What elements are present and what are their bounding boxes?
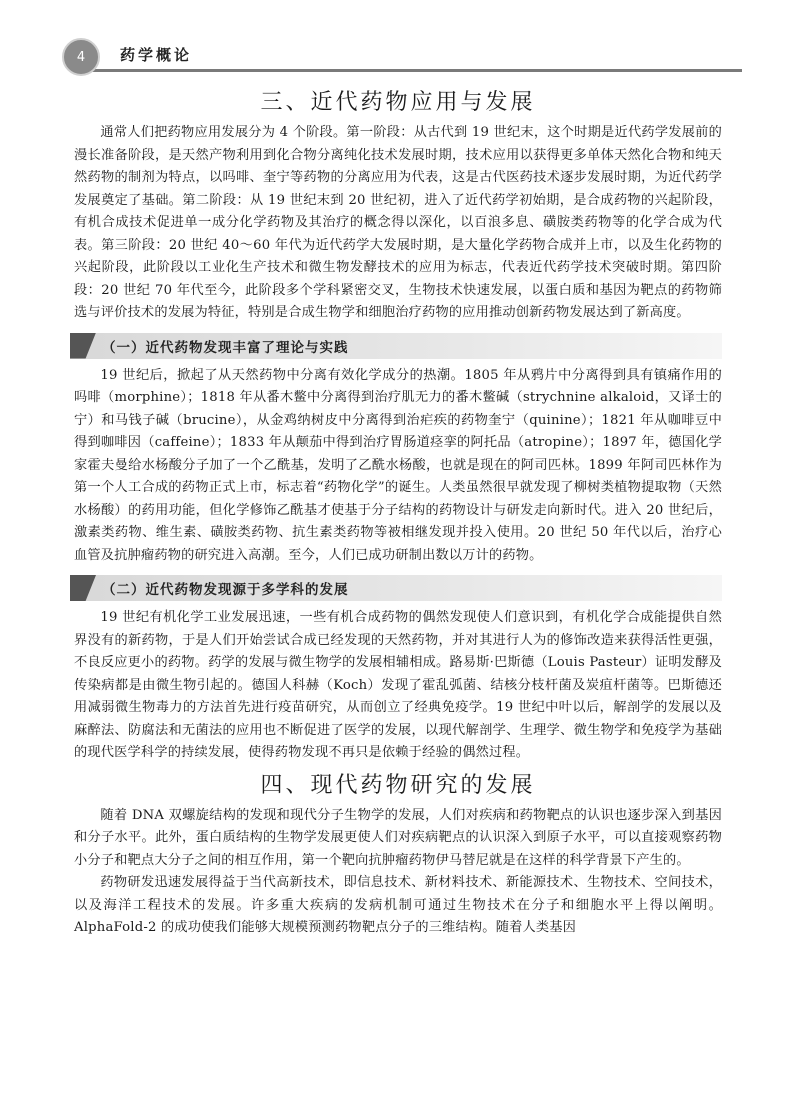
triangle-marker-icon bbox=[70, 333, 96, 359]
section-heading-3: 三、近代药物应用与发展 bbox=[260, 90, 536, 115]
subsection-heading-1: （一）近代药物发现丰富了理论与实践 bbox=[102, 339, 349, 356]
running-head-title: 药学概论 bbox=[120, 46, 193, 64]
subsection-2-paragraph: 19 世纪有机化学工业发展迅速，一些有机合成药物的偶然发现使人们意识到，有机化学合成能提供自然界没有的新药物，于是人们开始尝试合成已经发现的天然药物，并对其进行人为的修饰改造来获得活性更强，不良反应更小的药物。药学的发展与微生物学的发展相辅相成。路易斯·巴斯德（Louis Pasteur）证明发酵及传染病都是由微生物引起的。德国人科赫（Koch）发现了霍乱弧菌、结核分枝杆菌及炭疽杆菌等。巴斯德还用减弱微生物毒力的方法首先进行疫苗研究，从而创立了经典免疫学。19 世纪中叶以后，解剖学的发展以及麻醉法、防腐法和无菌法的应用也不断促进了医学的发展，以现代解剖学、生理学、微生物学和免疫学为基础的现代医学科学的持续发展，使得药物发现不再只是依赖于经验的偶然过程。 bbox=[74, 610, 722, 760]
section-3-intro-paragraph: 通常人们把药物应用发展分为 4 个阶段。第一阶段：从古代到 19 世纪末，这个时期是近代药学发展前的漫长准备阶段，是天然产物利用到化合物分离纯化技术发展时期，技术应用以获得更多单体天然化合物和纯天然药物的制剂为特点，以吗啡、奎宁等药物的分离应用为代表，这是古代医药技术逐步发展时期，为近代药学发展奠定了基础。第二阶段：从 19 世纪末到 20 世纪初，进入了近代药学初始期，是合成药物的兴起阶段，有机合成技术促进单一成分化学药物及其治疗的概念得以深化，以百浪多息、磺胺类药物等的化学合成为代表。第三阶段：20 世纪 40～60 年代为近代药学大发展时期，是大量化学药物合成并上市，以及生化药物的兴起阶段，此阶段以工业化生产技术和微生物发酵技术的应用为标志，代表近代药学技术突破时期。第四阶段：20 世纪 70 年代至今，此阶段多个学科紧密交叉，生物技术快速发展，以蛋白质和基因为靶点的药物筛选与评价技术的发展为特征，特别是合成生物学和细胞治疗药物的应用推动创新药物发展达到了新高度。 bbox=[74, 125, 722, 320]
section-heading-4: 四、现代药物研究的发展 bbox=[260, 772, 536, 798]
page-body bbox=[74, 88, 722, 940]
triangle-marker-icon bbox=[70, 575, 96, 601]
page-header bbox=[62, 38, 742, 78]
header-rule bbox=[92, 69, 742, 72]
subsection-heading-2: （二）近代药物发现源于多学科的发展 bbox=[102, 582, 349, 598]
section-4-paragraph-1: 随着 DNA 双螺旋结构的发现和现代分子生物学的发展，人们对疾病和药物靶点的认识也逐步深入到基因和分子水平。此外，蛋白质结构的生物学发展更使人们对疾病靶点的认识深入到原子水平，可以直接观察药物小分子和靶点大分子之间的相互作用，第一个靶向抗肿瘤药物伊马替尼就是在这样的科学背景下产生的。 bbox=[74, 807, 722, 868]
subsection-1-paragraph: 19 世纪后，掀起了从天然药物中分离有效化学成分的热潮。1805 年从鸦片中分离得到具有镇痛作用的吗啡（morphine）；1818 年从番木鳖中分离得到治疗肌无力的番木鳖碱（strychnine alkaloid，又译士的宁）和马钱子碱（brucine），从金鸡纳树皮中分离得到治疟疾的药物奎宁（quinine）；1821 年从咖啡豆中得到咖啡因（caffeine）；1833 年从颠茄中得到治疗胃肠道痉挛的阿托品（atropine）；1897 年，德国化学家霍夫曼给水杨酸分子加了一个乙酰基，发明了乙酰水杨酸，也就是现在的阿司匹林。1899 年阿司匹林作为第一个人工合成的药物正式上市，标志着“药物化学”的诞生。人类虽然很早就发现了柳树类植物提取物（天然水杨酸）的药用功能，但化学修饰乙酰基才使基于分子结构的药物设计与研发走向新时代。进入 20 世纪后，激素类药物、维生素、磺胺类药物、抗生素类药物等被相继发现并投入使用。20 世纪 50 年代以后，治疗心血管及抗肿瘤药物的研究进入高潮。至今，人们已成功研制出数以万计的药物。 bbox=[74, 367, 722, 563]
subsection-heading-bar-1 bbox=[70, 333, 722, 359]
section-4-paragraph-2: 药物研发迅速发展得益于当代高新技术，即信息技术、新材料技术、新能源技术、生物技术、空间技术，以及海洋工程技术的发展。许多重大疾病的发病机制可通过生物技术在分子和细胞水平上得以阐明。AlphaFold-2 的成功使我们能够大规模预测药物靶点分子的三维结构。随着人类基因 bbox=[74, 875, 722, 935]
subsection-heading-bar-2 bbox=[70, 575, 722, 601]
page-number-badge: 4 bbox=[62, 38, 100, 76]
